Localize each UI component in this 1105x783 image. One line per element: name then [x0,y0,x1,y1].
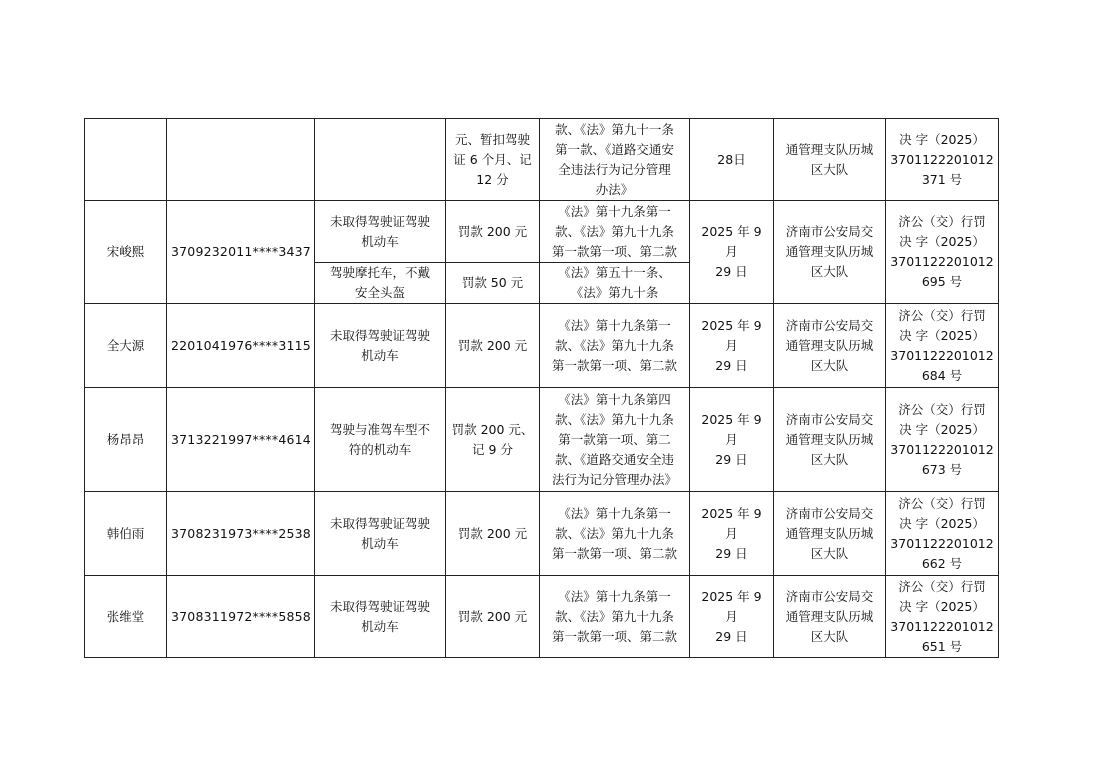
cell-penalty: 元、暂扣驾驶 证 6 个月、记 12 分 [446,119,540,201]
cell-date: 28日 [690,119,774,201]
penalty-table [84,118,999,658]
cell-id: 3708231973****2538 [167,492,315,576]
table-row [85,576,999,658]
cell-authority: 济南市公安局交 通管理支队历城 区大队 [774,388,886,492]
cell-penalty: 罚款 200 元 [446,576,540,658]
cell-doc-no: 济公（交）行罚 决 字（2025） 3701122201012 651 号 [886,576,999,658]
cell-name: 宋峻熙 [85,201,167,304]
table-row [85,492,999,576]
cell-name [85,119,167,201]
cell-penalty: 罚款 200 元 [446,492,540,576]
cell-authority: 通管理支队历城 区大队 [774,119,886,201]
cell-doc-no: 决 字（2025） 3701122201012 371 号 [886,119,999,201]
cell-authority: 济南市公安局交 通管理支队历城 区大队 [774,492,886,576]
cell-date: 2025 年 9 月 29 日 [690,388,774,492]
cell-id: 2201041976****3115 [167,304,315,388]
cell-basis: 《法》第十九条第一 款、《法》第九十九条 第一款第一项、第二款 [540,304,690,388]
cell-basis: 款、《法》第九十一条 第一款、《道路交通安 全违法行为记分管理 办法》 [540,119,690,201]
cell-date: 2025 年 9 月 29 日 [690,576,774,658]
cell-violation: 未取得驾驶证驾驶 机动车 [315,576,446,658]
cell-date: 2025 年 9 月 29 日 [690,304,774,388]
table-row [85,304,999,388]
cell-violation [315,119,446,201]
cell-violation: 未取得驾驶证驾驶 机动车 [315,201,446,263]
cell-violation: 未取得驾驶证驾驶 机动车 [315,492,446,576]
cell-authority: 济南市公安局交 通管理支队历城 区大队 [774,201,886,304]
cell-date: 2025 年 9 月 29 日 [690,201,774,304]
cell-doc-no: 济公（交）行罚 决 字（2025） 3701122201012 684 号 [886,304,999,388]
cell-date: 2025 年 9 月 29 日 [690,492,774,576]
cell-name: 杨昂昂 [85,388,167,492]
cell-id: 3713221997****4614 [167,388,315,492]
cell-id: 3708311972****5858 [167,576,315,658]
cell-violation: 驾驶与准驾车型不 符的机动车 [315,388,446,492]
cell-authority: 济南市公安局交 通管理支队历城 区大队 [774,304,886,388]
cell-basis: 《法》第十九条第一 款、《法》第九十九条 第一款第一项、第二款 [540,576,690,658]
cell-name: 张维堂 [85,576,167,658]
cell-doc-no: 济公（交）行罚 决 字（2025） 3701122201012 673 号 [886,388,999,492]
table-row [85,201,999,263]
cell-penalty: 罚款 200 元、 记 9 分 [446,388,540,492]
cell-id: 3709232011****3437 [167,201,315,304]
cell-violation: 驾驶摩托车，不戴 安全头盔 [315,263,446,304]
cell-violation: 未取得驾驶证驾驶 机动车 [315,304,446,388]
cell-doc-no: 济公（交）行罚 决 字（2025） 3701122201012 662 号 [886,492,999,576]
cell-basis: 《法》第十九条第一 款、《法》第九十九条 第一款第一项、第二款 [540,201,690,263]
cell-penalty: 罚款 200 元 [446,304,540,388]
cell-basis: 《法》第十九条第一 款、《法》第九十九条 第一款第一项、第二款 [540,492,690,576]
table-row-continuation [85,119,999,201]
cell-name: 韩伯雨 [85,492,167,576]
cell-penalty: 罚款 200 元 [446,201,540,263]
cell-penalty: 罚款 50 元 [446,263,540,304]
cell-name: 全大源 [85,304,167,388]
cell-authority: 济南市公安局交 通管理支队历城 区大队 [774,576,886,658]
table-row [85,388,999,492]
table-body [85,119,999,658]
cell-basis: 《法》第十九条第四 款、《法》第九十九条 第一款第一项、第二 款、《道路交通安全违 法行为记分管理办法》 [540,388,690,492]
cell-id [167,119,315,201]
cell-doc-no: 济公（交）行罚 决 字（2025） 3701122201012 695 号 [886,201,999,304]
cell-basis: 《法》第五十一条、 《法》第九十条 [540,263,690,304]
